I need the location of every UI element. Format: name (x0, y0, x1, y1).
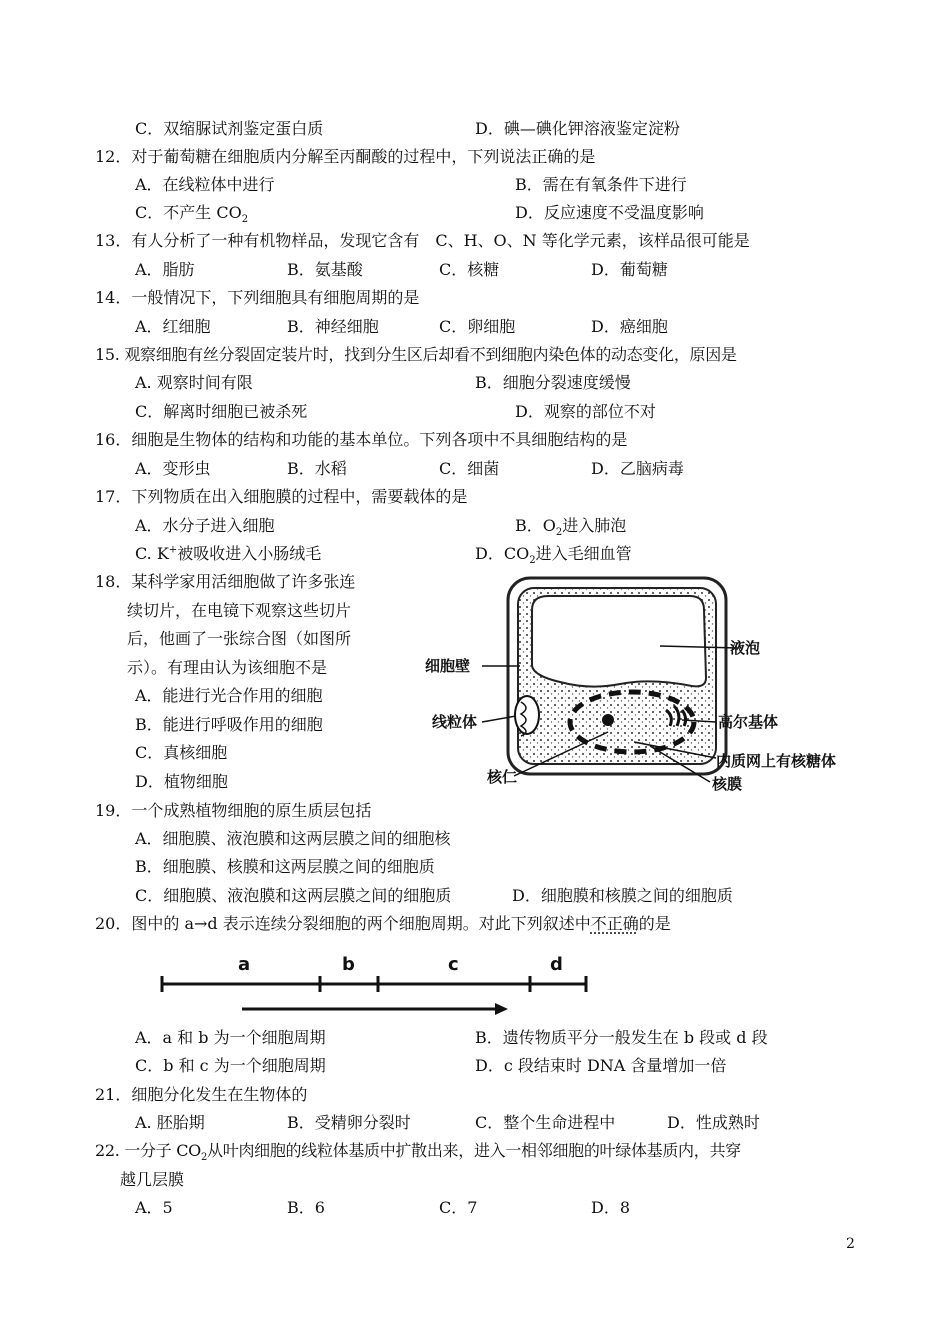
q20-option-d: D．c 段结束时 DNA 含量增加一倍 (475, 1056, 727, 1075)
page-number: 2 (846, 1236, 855, 1252)
q14-option-a: A．红细胞 (135, 317, 211, 336)
q18-option-b: B．能进行呼吸作用的细胞 (135, 715, 323, 734)
q13-option-d: D．葡萄糖 (591, 260, 668, 279)
q11-option-d: D．碘—碘化钾溶液鉴定淀粉 (475, 119, 680, 138)
q12-option-c: C．不产生 $CO_2$ (135, 203, 249, 226)
q16-stem: 16．细胞是生物体的结构和功能的基本单位。下列各项中不具细胞结构的是 (95, 430, 628, 449)
q20-option-b: B．遗传物质平分一般发生在 b 段或 d 段 (475, 1028, 768, 1047)
q22-stem: 22. 一分子 $CO_2$从叶肉细胞的线粒体基质中扩散出来，进入一相邻细胞的叶绿体基质内，共穿 (95, 1141, 741, 1164)
cell-cycle-timeline (150, 972, 600, 1022)
q13-option-b: B．氨基酸 (287, 260, 363, 279)
label-vacuole: 液泡 (730, 639, 761, 657)
q16-option-a: A．变形虫 (135, 459, 211, 478)
q15-option-c: C．解离时细胞已被杀死 (135, 402, 308, 421)
timeline-label-b: b (342, 954, 355, 975)
q18-stem-line-3: 后，他画了一张综合图（如图所 (127, 629, 352, 648)
q22-option-d: D．8 (591, 1198, 631, 1217)
vacuole-shape (532, 596, 706, 687)
q21-option-d: D．性成熟时 (667, 1113, 760, 1132)
q18-stem-line-2: 续切片，在电镜下观察这些切片 (127, 601, 352, 620)
label-mitochondria: 线粒体 (432, 713, 478, 731)
label-golgi: 高尔基体 (718, 713, 779, 731)
q13-option-c: C．核糖 (439, 260, 500, 279)
q22-option-b: B．6 (287, 1198, 325, 1217)
q19-option-c: C．细胞膜、液泡膜和这两层膜之间的细胞质 (135, 886, 452, 905)
q17-stem: 17．下列物质在出入细胞膜的过程中，需要载体的是 (95, 487, 468, 506)
q18-option-d: D．植物细胞 (135, 772, 228, 791)
q11-option-c: C．双缩脲试剂鉴定蛋白质 (135, 119, 324, 138)
q16-option-b: B．水稻 (287, 459, 347, 478)
q19-option-a: A．细胞膜、液泡膜和这两层膜之间的细胞核 (135, 829, 451, 848)
q13-option-a: A．脂肪 (135, 260, 195, 279)
q16-option-d: D．乙脑病毒 (591, 459, 684, 478)
q20-option-c: C．b 和 c 为一个细胞周期 (135, 1056, 326, 1075)
q15-option-d: D．观察的部位不对 (515, 402, 656, 421)
q22-stem-line-2: 越几层膜 (120, 1170, 185, 1189)
q12-option-b: B．需在有氧条件下进行 (515, 175, 687, 194)
q14-option-c: C．卵细胞 (439, 317, 516, 336)
q18-option-a: A．能进行光合作用的细胞 (135, 686, 323, 705)
timeline-label-c: c (448, 954, 459, 975)
q17-option-b: B．$O_2$进入肺泡 (515, 516, 627, 539)
q19-option-d: D．细胞膜和核膜之间的细胞质 (512, 886, 733, 905)
q12-option-d: D．反应速度不受温度影响 (515, 203, 704, 222)
q14-option-b: B．神经细胞 (287, 317, 379, 336)
nucleolus-shape (602, 714, 614, 726)
label-er-ribosome: 内质网上有核糖体 (716, 752, 837, 770)
q15-option-a: A. 观察时间有限 (135, 373, 253, 392)
q18-stem-line-4: 示）。有理由认为该细胞不是 (127, 658, 328, 677)
mitochondrion-shape (515, 696, 539, 734)
q19-stem: 19．一个成熟植物细胞的原生质层包括 (95, 801, 372, 820)
q17-option-c: C. K+被吸收进入小肠绒毛 (135, 544, 322, 563)
q15-option-b: B．细胞分裂速度缓慢 (475, 373, 631, 392)
q18-stem-line-1: 18．某科学家用活细胞做了许多张连 (95, 572, 356, 591)
q16-option-c: C．细菌 (439, 459, 500, 478)
q22-option-c: C．7 (439, 1198, 478, 1217)
timeline-label-a: a (238, 954, 251, 975)
q15-stem: 15. 观察细胞有丝分裂固定装片时，找到分生区后却看不到细胞内染色体的动态变化，原因是 (95, 345, 737, 364)
q20-stem: 20．图中的 a→d 表示连续分裂细胞的两个细胞周期。对此下列叙述中不正确的是 (95, 914, 671, 933)
timeline-label-d: d (550, 954, 563, 975)
q21-option-c: C．整个生命进程中 (475, 1113, 616, 1132)
label-nucleolus: 核仁 (487, 768, 518, 786)
label-cell-wall: 细胞壁 (425, 657, 471, 675)
q14-stem: 14．一般情况下，下列细胞具有细胞周期的是 (95, 288, 420, 307)
q17-option-a: A．水分子进入细胞 (135, 516, 275, 535)
q21-option-b: B．受精卵分裂时 (287, 1113, 411, 1132)
q12-option-a: A．在线粒体中进行 (135, 175, 275, 194)
q13-stem: 13．有人分析了一种有机物样品，发现它含有 C、H、O、N 等化学元素，该样品很可能是 (95, 231, 750, 250)
q20-option-a: A．a 和 b 为一个细胞周期 (135, 1028, 326, 1047)
q21-option-a: A. 胚胎期 (135, 1113, 205, 1132)
q18-option-c: C．真核细胞 (135, 743, 228, 762)
q17-option-d: D．$CO_2$进入毛细血管 (475, 544, 632, 567)
q14-option-d: D．癌细胞 (591, 317, 668, 336)
label-nuclear-membrane: 核膜 (712, 775, 743, 793)
q19-option-b: B．细胞膜、核膜和这两层膜之间的细胞质 (135, 857, 435, 876)
q21-stem: 21．细胞分化发生在生物体的 (95, 1085, 308, 1104)
q22-option-a: A．5 (135, 1198, 173, 1217)
q12-stem: 12．对于葡萄糖在细胞质内分解至丙酮酸的过程中，下列说法正确的是 (95, 147, 596, 166)
